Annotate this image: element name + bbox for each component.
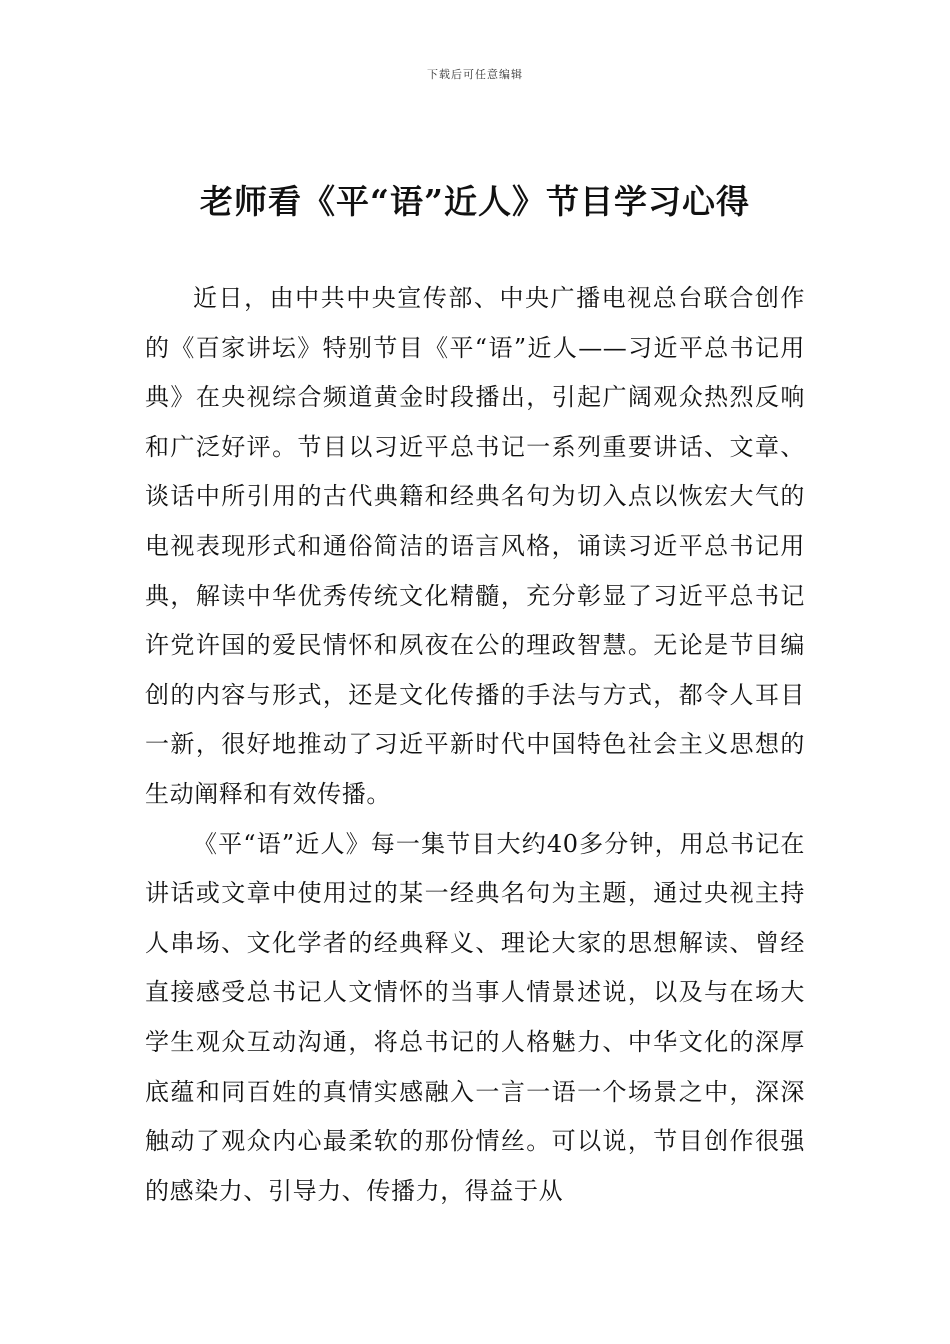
document-title: 老师看《平“语”近人》节目学习心得 bbox=[200, 182, 750, 221]
paragraph-2: 《平“语”近人》每一集节目大约40多分钟，用总书记在讲话或文章中使用过的某一经典名句为主题，通过央视主持人串场、文化学者的经典释义、理论大家的思想解读、曾经直接感受总书记人文情怀的当事人情景述说，以及与在场大学生观众互动沟通，将总书记的人格魅力、中华文化的深厚底蕴和同百姓的真情实感融入一言一语一个场景之中，深深触动了观众内心最柔软的那份情丝。可以说，节目创作很强的感染力、引导力、传播力，得益于从 bbox=[145, 829, 805, 1205]
paragraph-1: 近日，由中共中央宣传部、中央广播电视总台联合创作的《百家讲坛》特别节目《平“语”近人——习近平总书记用典》在央视综合频道黄金时段播出，引起广阔观众热烈反响和广泛好评。节目以习近平总书记一系列重要讲话、文章、谈话中所引用的古代典籍和经典名句为切入点以恢宏大气的电视表现形式和通俗简洁的语言风格，诵读习近平总书记用典，解读中华优秀传统文化精髓，充分彰显了习近平总书记许党许国的爱民情怀和夙夜在公的理政智慧。无论是节目编创的内容与形式，还是文化传播的手法与方式，都令人耳目一新，很好地推动了习近平新时代中国特色社会主义思想的生动阐释和有效传播。 bbox=[145, 284, 805, 808]
header-note: 下载后可任意编辑 bbox=[427, 68, 523, 81]
document-body bbox=[145, 274, 805, 1216]
